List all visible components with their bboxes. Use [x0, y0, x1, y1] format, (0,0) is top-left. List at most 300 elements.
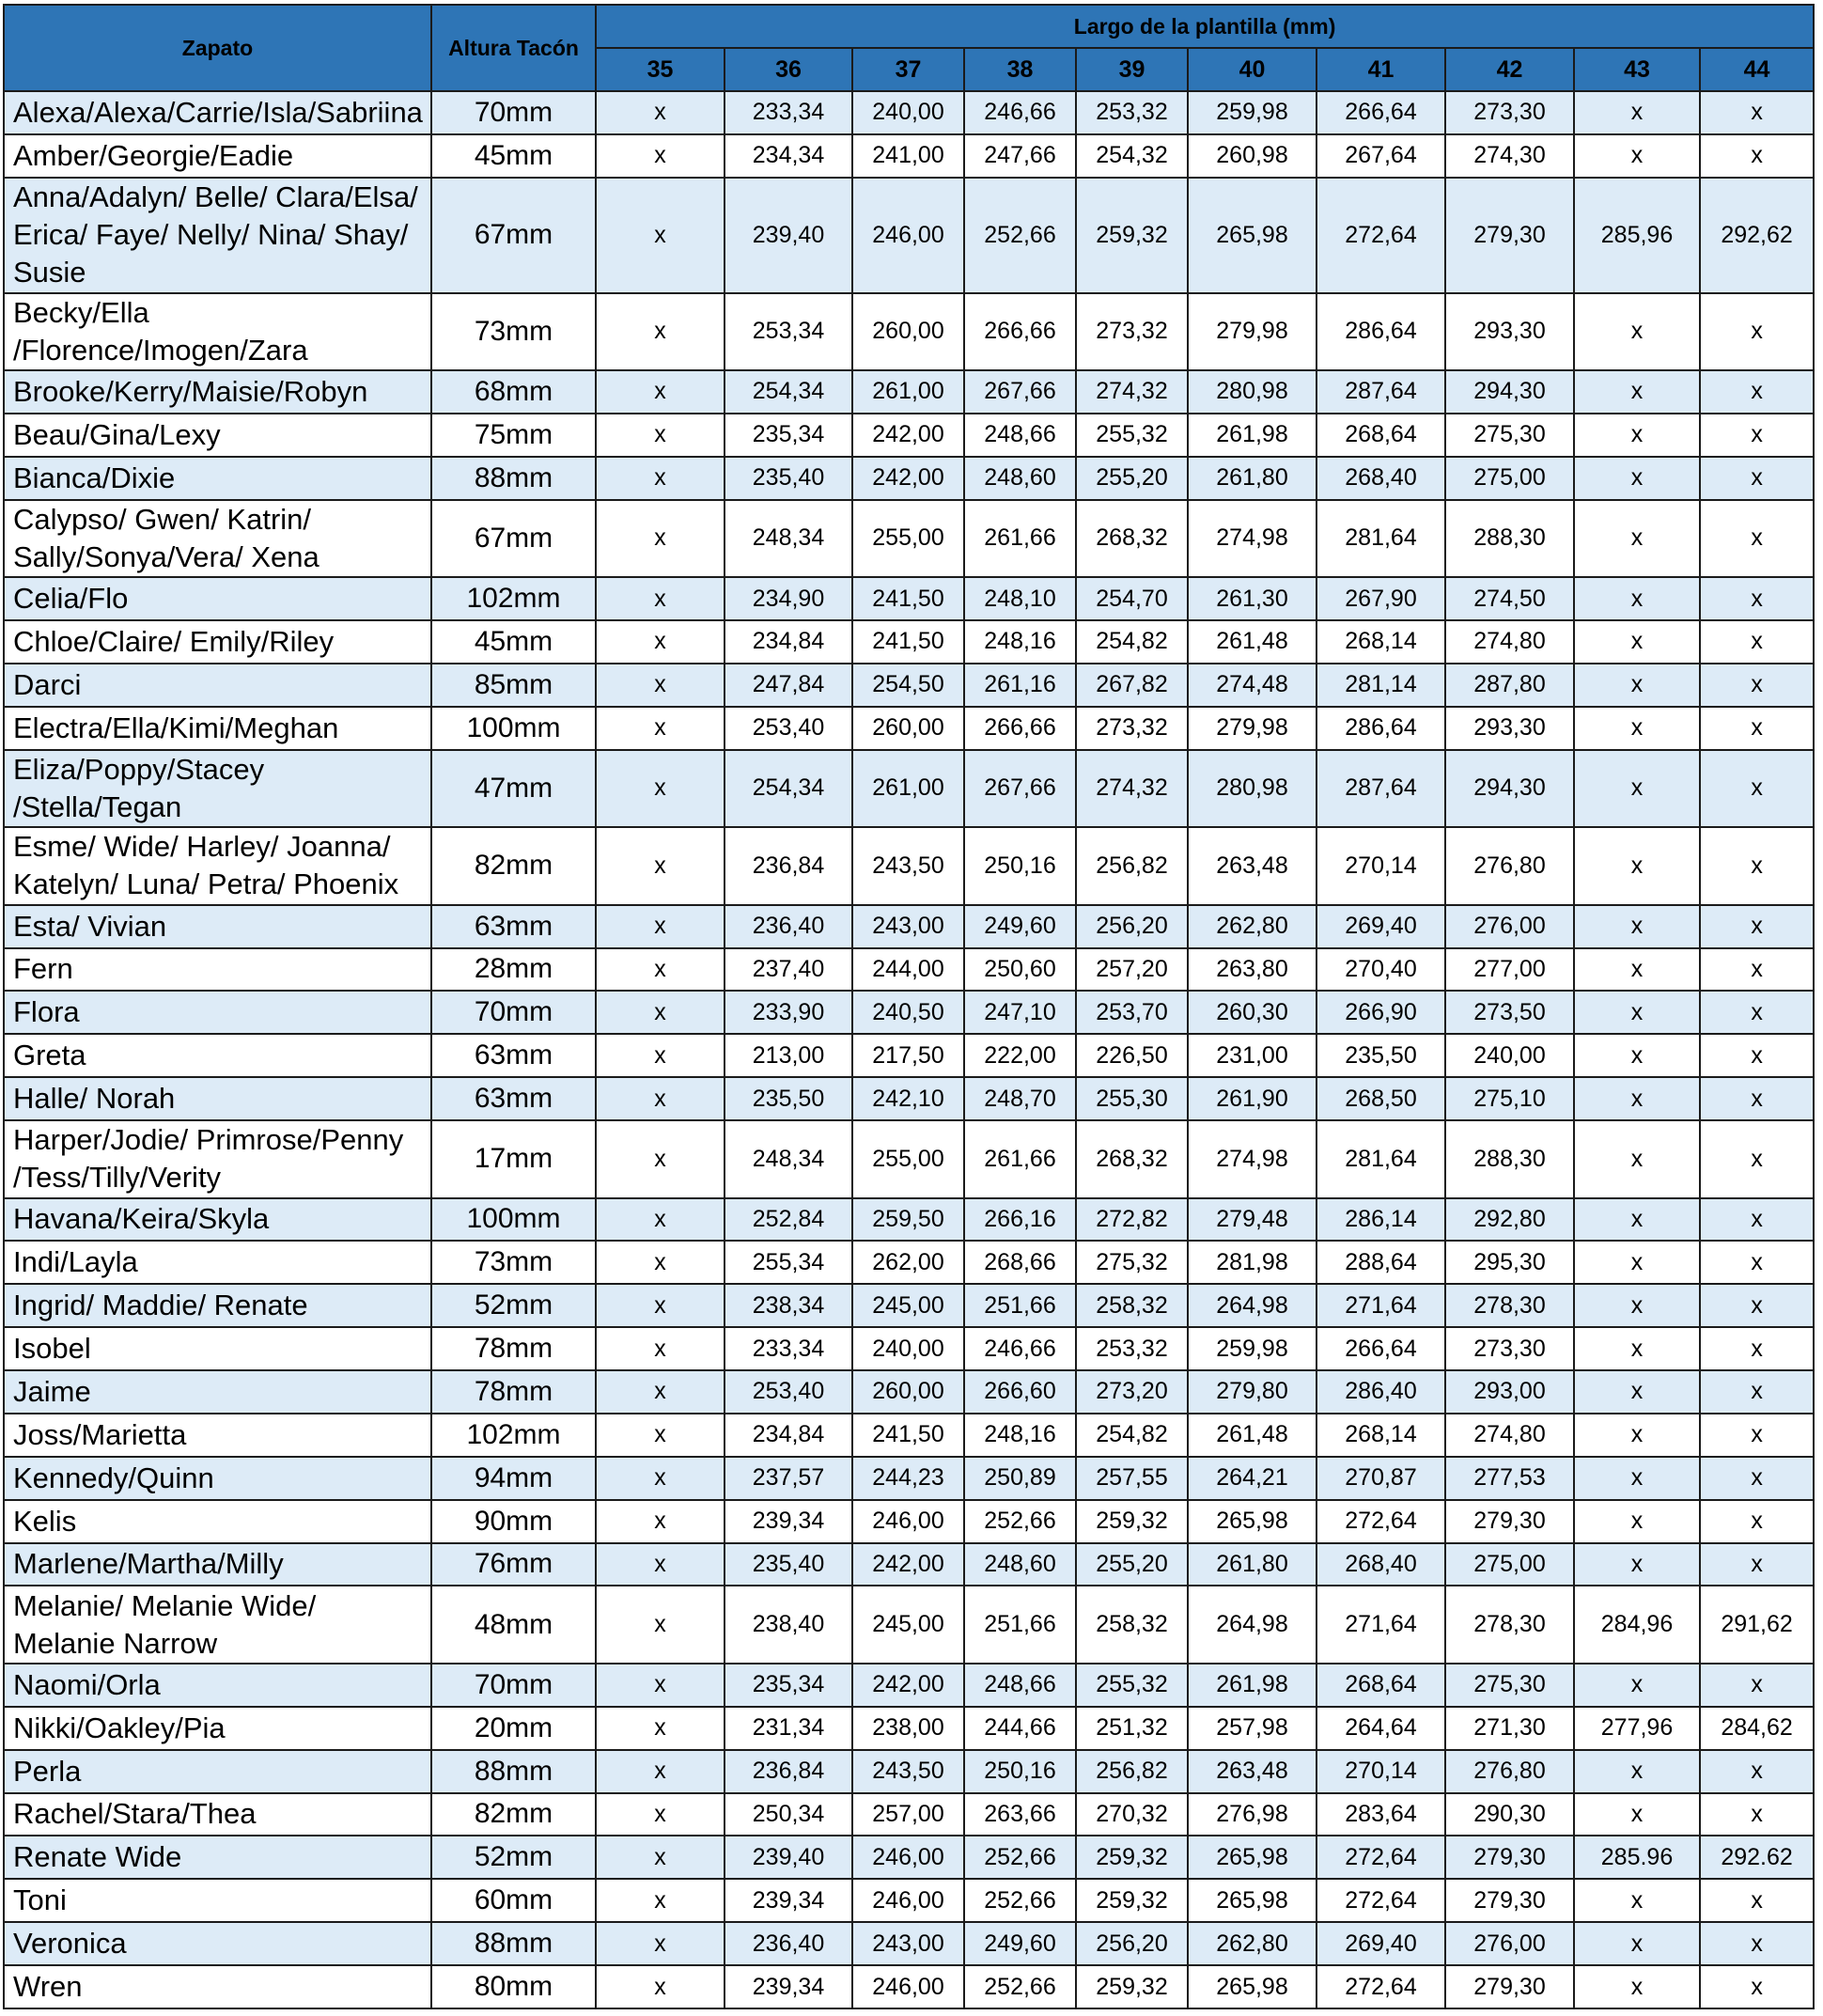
insole-length-cell: 261,48: [1188, 620, 1317, 664]
insole-length-cell: 238,34: [725, 1284, 852, 1327]
insole-length-cell: x: [1574, 1879, 1700, 1922]
insole-length-cell: x: [596, 91, 725, 134]
insole-length-cell: 242,00: [852, 414, 964, 457]
header-size: 37: [852, 48, 964, 91]
insole-length-cell: x: [596, 457, 725, 500]
insole-length-cell: 279,30: [1445, 1965, 1574, 2008]
shoe-name-cell: [4, 827, 431, 905]
insole-length-cell: 276,00: [1445, 905, 1574, 948]
insole-length-cell: 256,82: [1076, 827, 1188, 905]
insole-length-cell: x: [1700, 457, 1814, 500]
insole-length-cell: 261,90: [1188, 1077, 1317, 1120]
insole-length-cell: 247,66: [964, 134, 1076, 178]
shoe-name-line: Esta/ Vivian: [13, 909, 167, 943]
heel-height-cell: 63mm: [431, 905, 596, 948]
insole-length-cell: 268,66: [964, 1241, 1076, 1284]
insole-length-cell: x: [596, 1198, 725, 1242]
insole-length-cell: 279,30: [1445, 1836, 1574, 1879]
insole-length-cell: 255,00: [852, 500, 964, 578]
insole-length-cell: 255,30: [1076, 1077, 1188, 1120]
insole-length-cell: x: [596, 134, 725, 178]
heel-height-cell: 82mm: [431, 1793, 596, 1836]
insole-length-cell: 264,21: [1188, 1457, 1317, 1500]
insole-length-cell: 261,00: [852, 750, 964, 828]
insole-length-cell: 268,14: [1317, 620, 1445, 664]
insole-length-cell: 241,50: [852, 620, 964, 664]
insole-length-cell: 265,98: [1188, 1836, 1317, 1879]
table-row: [4, 905, 1814, 948]
insole-length-cell: 236,40: [725, 1922, 852, 1965]
insole-length-cell: x: [1700, 293, 1814, 371]
shoe-name-line: Fern: [13, 952, 73, 986]
insole-length-cell: 265,98: [1188, 178, 1317, 293]
insole-length-cell: 239,34: [725, 1500, 852, 1543]
insole-length-cell: 252,66: [964, 178, 1076, 293]
insole-length-cell: 242,00: [852, 457, 964, 500]
shoe-name-cell: [4, 1965, 431, 2008]
insole-length-cell: 246,66: [964, 1327, 1076, 1370]
insole-length-cell: x: [1574, 1500, 1700, 1543]
table-row: [4, 1750, 1814, 1793]
shoe-name-line: Renate Wide: [13, 1840, 182, 1874]
insole-length-cell: 274,32: [1076, 370, 1188, 414]
insole-length-cell: 273,32: [1076, 293, 1188, 371]
insole-length-cell: 278,30: [1445, 1284, 1574, 1327]
header-size: 35: [596, 48, 725, 91]
shoe-name-line: Susie: [13, 256, 86, 289]
insole-length-cell: 279,80: [1188, 1370, 1317, 1414]
insole-length-cell: 246,00: [852, 1879, 964, 1922]
heel-height-cell: 47mm: [431, 750, 596, 828]
heel-height-cell: 88mm: [431, 457, 596, 500]
shoe-name-cell: [4, 1543, 431, 1586]
shoe-name-line: Erica/ Faye/ Nelly/ Nina/ Shay/: [13, 218, 409, 252]
shoe-name-line: Flora: [13, 995, 80, 1029]
table-row: [4, 1284, 1814, 1327]
insole-length-cell: x: [1574, 457, 1700, 500]
insole-length-cell: 269,40: [1317, 1922, 1445, 1965]
insole-length-cell: x: [596, 178, 725, 293]
heel-height-cell: 76mm: [431, 1543, 596, 1586]
shoe-name-line: /Florence/Imogen/Zara: [13, 333, 308, 367]
heel-height-cell: 45mm: [431, 620, 596, 664]
insole-length-cell: 254,70: [1076, 577, 1188, 620]
insole-length-cell: x: [596, 1750, 725, 1793]
heel-height-cell: 94mm: [431, 1457, 596, 1500]
insole-length-cell: 272,64: [1317, 1500, 1445, 1543]
insole-length-cell: 261,30: [1188, 577, 1317, 620]
insole-length-cell: 266,66: [964, 707, 1076, 750]
insole-length-cell: x: [596, 620, 725, 664]
insole-length-cell: x: [1574, 134, 1700, 178]
table-row: [4, 134, 1814, 178]
header-size: 42: [1445, 48, 1574, 91]
shoe-name-cell: [4, 905, 431, 948]
table-row: [4, 991, 1814, 1034]
heel-height-cell: 100mm: [431, 707, 596, 750]
insole-length-cell: 247,10: [964, 991, 1076, 1034]
insole-length-cell: 268,14: [1317, 1414, 1445, 1457]
insole-length-cell: 252,66: [964, 1965, 1076, 2008]
insole-length-cell: 257,00: [852, 1793, 964, 1836]
insole-length-cell: 259,32: [1076, 1500, 1188, 1543]
insole-length-cell: 288,30: [1445, 500, 1574, 578]
insole-length-cell: 217,50: [852, 1034, 964, 1077]
shoe-name-line: Veronica: [13, 1927, 127, 1961]
table-row: [4, 1707, 1814, 1750]
heel-height-cell: 90mm: [431, 1500, 596, 1543]
insole-length-cell: 263,66: [964, 1793, 1076, 1836]
insole-length-cell: 246,00: [852, 1836, 964, 1879]
insole-length-cell: 246,00: [852, 1965, 964, 2008]
insole-length-cell: 272,64: [1317, 178, 1445, 293]
insole-length-cell: x: [1700, 1327, 1814, 1370]
shoe-name-line: /Tess/Tilly/Verity: [13, 1161, 222, 1195]
insole-length-cell: 248,70: [964, 1077, 1076, 1120]
table-row: [4, 178, 1814, 293]
insole-length-cell: x: [1574, 1965, 1700, 2008]
insole-length-cell: x: [1574, 1327, 1700, 1370]
insole-length-cell: 244,23: [852, 1457, 964, 1500]
shoe-name-line: Brooke/Kerry/Maisie/Robyn: [13, 374, 368, 408]
insole-length-cell: 259,98: [1188, 91, 1317, 134]
table-row: [4, 707, 1814, 750]
insole-length-cell: 257,98: [1188, 1707, 1317, 1750]
insole-length-cell: x: [596, 1077, 725, 1120]
insole-length-cell: 260,00: [852, 293, 964, 371]
table-row: [4, 1793, 1814, 1836]
insole-length-cell: 238,40: [725, 1586, 852, 1664]
insole-length-cell: x: [1574, 293, 1700, 371]
shoe-name-cell: [4, 620, 431, 664]
heel-height-cell: 78mm: [431, 1327, 596, 1370]
shoe-name-line: Celia/Flo: [13, 582, 129, 616]
shoe-name-cell: [4, 1664, 431, 1707]
insole-length-cell: x: [1700, 664, 1814, 707]
shoe-name-line: Beau/Gina/Lexy: [13, 417, 221, 451]
shoe-name-cell: [4, 178, 431, 293]
insole-length-cell: 248,34: [725, 1120, 852, 1198]
insole-length-cell: 248,34: [725, 500, 852, 578]
insole-length-cell: 242,00: [852, 1543, 964, 1586]
table-row: [4, 664, 1814, 707]
insole-length-cell: x: [1574, 91, 1700, 134]
shoe-name-cell: [4, 991, 431, 1034]
insole-length-cell: 266,64: [1317, 91, 1445, 134]
table-row: [4, 1198, 1814, 1242]
shoe-name-line: Alexa/Alexa/Carrie/Isla/Sabriina: [13, 95, 423, 129]
shoe-name-cell: [4, 1836, 431, 1879]
insole-length-cell: 278,30: [1445, 1586, 1574, 1664]
insole-length-cell: 252,66: [964, 1500, 1076, 1543]
insole-length-cell: x: [596, 664, 725, 707]
table-row: [4, 1586, 1814, 1664]
insole-length-cell: 270,14: [1317, 827, 1445, 905]
table-row: [4, 1500, 1814, 1543]
shoe-name-line: Anna/Adalyn/ Belle/ Clara/Elsa/: [13, 180, 418, 214]
insole-length-cell: 276,80: [1445, 827, 1574, 905]
insole-length-cell: x: [1700, 1198, 1814, 1242]
insole-length-cell: 255,34: [725, 1241, 852, 1284]
insole-length-cell: 250,89: [964, 1457, 1076, 1500]
insole-length-cell: 251,66: [964, 1284, 1076, 1327]
insole-length-cell: 237,40: [725, 948, 852, 992]
insole-length-cell: 237,57: [725, 1457, 852, 1500]
heel-height-cell: 85mm: [431, 664, 596, 707]
heel-height-cell: 52mm: [431, 1836, 596, 1879]
insole-length-cell: 261,48: [1188, 1414, 1317, 1457]
insole-length-cell: 275,00: [1445, 1543, 1574, 1586]
insole-length-cell: 294,30: [1445, 750, 1574, 828]
shoe-name-line: Calypso/ Gwen/ Katrin/: [13, 502, 312, 536]
insole-length-cell: 246,00: [852, 1500, 964, 1543]
insole-length-cell: 279,48: [1188, 1198, 1317, 1242]
table-row: [4, 1034, 1814, 1077]
insole-length-cell: x: [1700, 577, 1814, 620]
insole-length-cell: 243,50: [852, 1750, 964, 1793]
table-row: [4, 948, 1814, 992]
shoe-name-cell: [4, 1750, 431, 1793]
shoe-name-cell: [4, 1241, 431, 1284]
heel-height-cell: 78mm: [431, 1370, 596, 1414]
insole-length-cell: 279,98: [1188, 707, 1317, 750]
insole-length-cell: 284,96: [1574, 1586, 1700, 1664]
heel-height-cell: 45mm: [431, 134, 596, 178]
insole-length-cell: 234,90: [725, 577, 852, 620]
insole-length-cell: 254,32: [1076, 134, 1188, 178]
insole-length-cell: 268,32: [1076, 500, 1188, 578]
heel-height-cell: 80mm: [431, 1965, 596, 2008]
table-row: [4, 1965, 1814, 2008]
insole-length-cell: 263,48: [1188, 827, 1317, 905]
insole-length-cell: x: [1700, 1457, 1814, 1500]
heel-height-cell: 20mm: [431, 1707, 596, 1750]
insole-length-cell: 292,80: [1445, 1198, 1574, 1242]
insole-length-cell: 288,64: [1317, 1241, 1445, 1284]
shoe-name-cell: [4, 1414, 431, 1457]
shoe-name-cell: [4, 1707, 431, 1750]
insole-length-cell: 259,32: [1076, 1965, 1188, 2008]
insole-length-cell: 241,00: [852, 134, 964, 178]
shoe-name-line: Joss/Marietta: [13, 1417, 187, 1451]
insole-length-cell: 240,00: [852, 1327, 964, 1370]
insole-length-cell: x: [1700, 1034, 1814, 1077]
insole-length-cell: 248,16: [964, 1414, 1076, 1457]
insole-length-cell: x: [596, 1457, 725, 1500]
insole-length-cell: 272,64: [1317, 1965, 1445, 2008]
shoe-name-line: Harper/Jodie/ Primrose/Penny: [13, 1123, 404, 1157]
insole-length-cell: 284,62: [1700, 1707, 1814, 1750]
heel-height-cell: 67mm: [431, 178, 596, 293]
insole-length-cell: 233,90: [725, 991, 852, 1034]
insole-length-cell: 257,20: [1076, 948, 1188, 992]
insole-length-cell: x: [596, 905, 725, 948]
insole-length-cell: 263,80: [1188, 948, 1317, 992]
insole-length-cell: 234,84: [725, 620, 852, 664]
insole-length-cell: 279,98: [1188, 293, 1317, 371]
insole-length-cell: 268,40: [1317, 457, 1445, 500]
insole-length-cell: x: [1700, 1500, 1814, 1543]
heel-height-cell: 48mm: [431, 1586, 596, 1664]
insole-length-cell: 253,40: [725, 707, 852, 750]
header-size: 43: [1574, 48, 1700, 91]
table-row: [4, 1370, 1814, 1414]
insole-length-cell: 240,50: [852, 991, 964, 1034]
insole-length-cell: x: [1700, 1241, 1814, 1284]
insole-length-cell: 280,98: [1188, 750, 1317, 828]
insole-length-cell: 281,64: [1317, 1120, 1445, 1198]
insole-length-cell: 253,32: [1076, 1327, 1188, 1370]
insole-length-cell: 265,98: [1188, 1879, 1317, 1922]
size-chart-table: [3, 4, 1815, 2009]
insole-length-cell: 266,60: [964, 1370, 1076, 1414]
header-size: 38: [964, 48, 1076, 91]
shoe-name-line: /Stella/Tegan: [13, 789, 182, 823]
insole-length-cell: 213,00: [725, 1034, 852, 1077]
insole-length-cell: 231,00: [1188, 1034, 1317, 1077]
shoe-name-line: Darci: [13, 667, 82, 701]
heel-height-cell: 75mm: [431, 414, 596, 457]
table-row: [4, 750, 1814, 828]
insole-length-cell: x: [596, 1120, 725, 1198]
insole-length-cell: x: [1700, 827, 1814, 905]
insole-length-cell: 259,32: [1076, 1879, 1188, 1922]
insole-length-cell: x: [1700, 620, 1814, 664]
insole-length-cell: x: [1700, 1414, 1814, 1457]
insole-length-cell: x: [1574, 620, 1700, 664]
insole-length-cell: x: [596, 707, 725, 750]
insole-length-cell: 286,64: [1317, 293, 1445, 371]
insole-length-cell: 286,64: [1317, 707, 1445, 750]
table-row: [4, 1120, 1814, 1198]
header-size: 44: [1700, 48, 1814, 91]
insole-length-cell: 293,00: [1445, 1370, 1574, 1414]
insole-length-cell: 274,32: [1076, 750, 1188, 828]
insole-length-cell: x: [1574, 1077, 1700, 1120]
insole-length-cell: 256,20: [1076, 905, 1188, 948]
table-row: [4, 577, 1814, 620]
insole-length-cell: 256,82: [1076, 1750, 1188, 1793]
insole-length-cell: x: [1700, 991, 1814, 1034]
shoe-name-line: Wren: [13, 1970, 83, 2003]
shoe-name-line: Becky/Ella: [13, 295, 149, 329]
shoe-name-line: Eliza/Poppy/Stacey: [13, 752, 265, 786]
insole-length-cell: 269,40: [1317, 905, 1445, 948]
table-row: [4, 620, 1814, 664]
insole-length-cell: 267,82: [1076, 664, 1188, 707]
insole-length-cell: 226,50: [1076, 1034, 1188, 1077]
insole-length-cell: 262,80: [1188, 1922, 1317, 1965]
shoe-name-line: Chloe/Claire/ Emily/Riley: [13, 624, 335, 658]
shoe-name-line: Bianca/Dixie: [13, 461, 176, 494]
shoe-name-cell: [4, 500, 431, 578]
heel-height-cell: 73mm: [431, 1241, 596, 1284]
shoe-name-line: Esme/ Wide/ Harley/ Joanna/: [13, 830, 391, 864]
table-row: [4, 457, 1814, 500]
insole-length-cell: 264,64: [1317, 1707, 1445, 1750]
insole-length-cell: 255,32: [1076, 414, 1188, 457]
insole-length-cell: 246,00: [852, 178, 964, 293]
insole-length-cell: 242,00: [852, 1664, 964, 1707]
shoe-name-line: Halle/ Norah: [13, 1082, 176, 1116]
insole-length-cell: x: [596, 500, 725, 578]
table-row: [4, 370, 1814, 414]
insole-length-cell: x: [1700, 905, 1814, 948]
insole-length-cell: 233,34: [725, 91, 852, 134]
insole-length-cell: x: [596, 1500, 725, 1543]
insole-length-cell: 274,50: [1445, 577, 1574, 620]
heel-height-cell: 70mm: [431, 991, 596, 1034]
insole-length-cell: 261,80: [1188, 1543, 1317, 1586]
insole-length-cell: 287,80: [1445, 664, 1574, 707]
insole-length-cell: x: [596, 1414, 725, 1457]
heel-height-cell: 88mm: [431, 1750, 596, 1793]
insole-length-cell: 235,50: [1317, 1034, 1445, 1077]
insole-length-cell: 236,84: [725, 827, 852, 905]
table-row: [4, 414, 1814, 457]
shoe-name-line: Ingrid/ Maddie/ Renate: [13, 1289, 308, 1322]
insole-length-cell: 252,66: [964, 1836, 1076, 1879]
insole-length-cell: x: [1574, 1034, 1700, 1077]
insole-length-cell: 251,32: [1076, 1707, 1188, 1750]
insole-length-cell: 248,66: [964, 414, 1076, 457]
insole-length-cell: 271,64: [1317, 1284, 1445, 1327]
shoe-name-line: Kelis: [13, 1504, 77, 1538]
shoe-name-cell: [4, 1120, 431, 1198]
insole-length-cell: 261,66: [964, 1120, 1076, 1198]
insole-length-cell: 277,96: [1574, 1707, 1700, 1750]
insole-length-cell: 244,00: [852, 948, 964, 992]
insole-length-cell: 250,34: [725, 1793, 852, 1836]
shoe-name-cell: [4, 91, 431, 134]
insole-length-cell: 248,60: [964, 1543, 1076, 1586]
shoe-name-cell: [4, 1034, 431, 1077]
insole-length-cell: 259,32: [1076, 178, 1188, 293]
insole-length-cell: 234,84: [725, 1414, 852, 1457]
shoe-name-cell: [4, 293, 431, 371]
insole-length-cell: 261,16: [964, 664, 1076, 707]
table-row: [4, 1836, 1814, 1879]
insole-length-cell: 234,34: [725, 134, 852, 178]
insole-length-cell: 231,34: [725, 1707, 852, 1750]
insole-length-cell: 255,00: [852, 1120, 964, 1198]
heel-height-cell: 88mm: [431, 1922, 596, 1965]
insole-length-cell: 270,32: [1076, 1793, 1188, 1836]
insole-length-cell: x: [1700, 1370, 1814, 1414]
insole-length-cell: 241,50: [852, 577, 964, 620]
heel-height-cell: 68mm: [431, 370, 596, 414]
shoe-name-line: Toni: [13, 1883, 67, 1917]
insole-length-cell: 245,00: [852, 1586, 964, 1664]
insole-length-cell: 277,53: [1445, 1457, 1574, 1500]
insole-length-cell: 246,66: [964, 91, 1076, 134]
insole-length-cell: x: [1574, 1370, 1700, 1414]
insole-length-cell: 248,10: [964, 577, 1076, 620]
insole-length-cell: x: [1574, 1457, 1700, 1500]
insole-length-cell: x: [596, 1586, 725, 1664]
insole-length-cell: 291,62: [1700, 1586, 1814, 1664]
insole-length-cell: 271,64: [1317, 1586, 1445, 1664]
shoe-name-cell: [4, 457, 431, 500]
insole-length-cell: x: [1574, 1793, 1700, 1836]
heel-height-cell: 73mm: [431, 293, 596, 371]
insole-length-cell: 290,30: [1445, 1793, 1574, 1836]
insole-length-cell: 268,64: [1317, 1664, 1445, 1707]
insole-length-cell: 274,80: [1445, 620, 1574, 664]
insole-length-cell: 265,98: [1188, 1500, 1317, 1543]
insole-length-cell: 250,16: [964, 827, 1076, 905]
insole-length-cell: x: [1574, 1664, 1700, 1707]
